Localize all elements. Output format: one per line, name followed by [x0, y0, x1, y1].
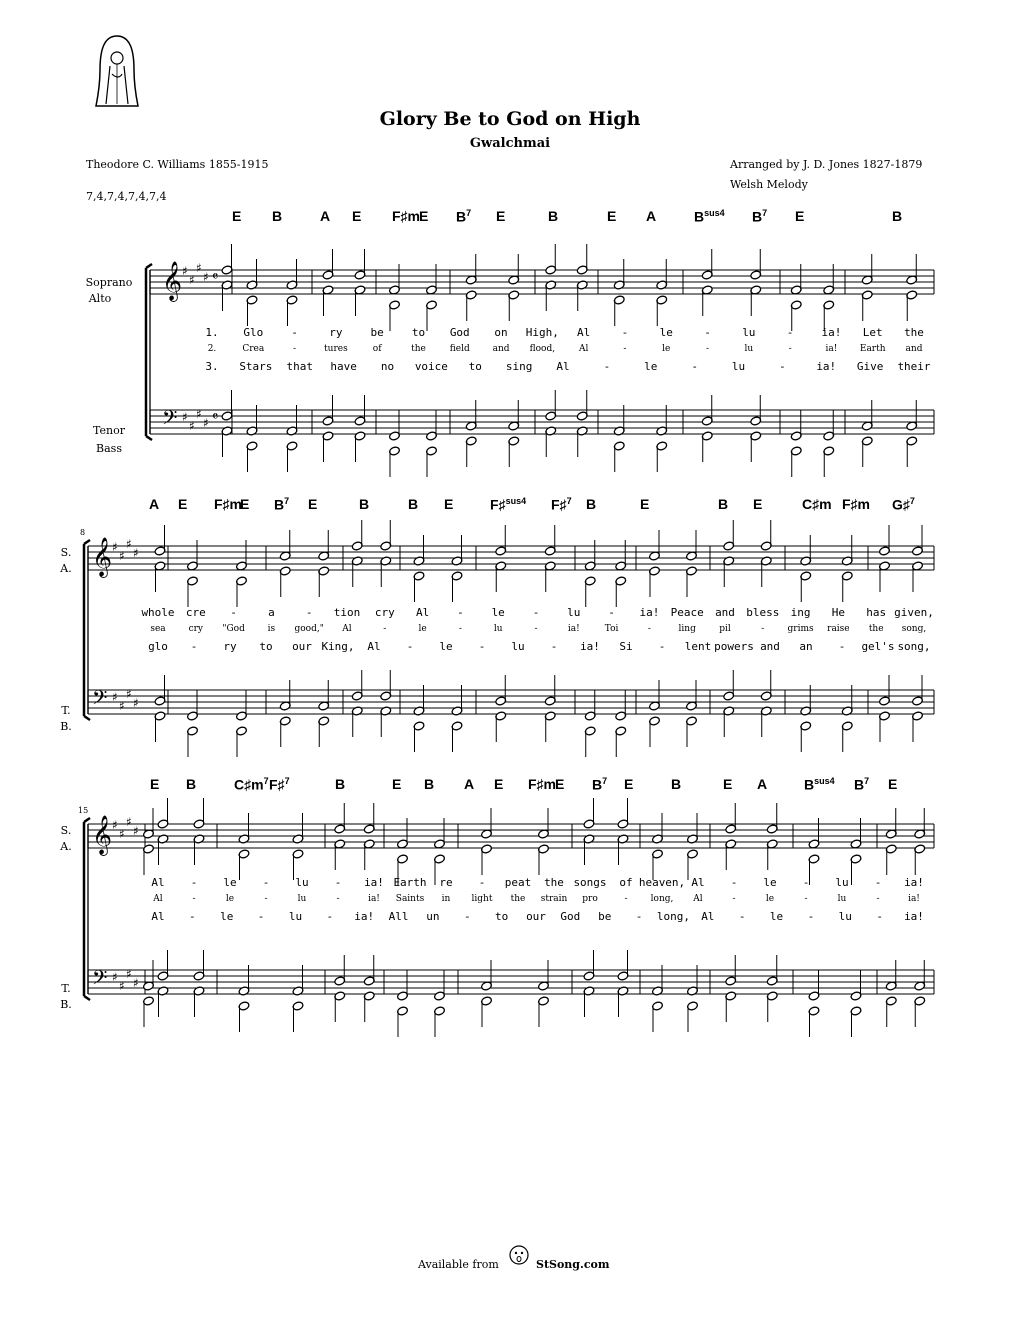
- lyric-syllable: -: [257, 910, 265, 923]
- lyric-syllable: ia!: [904, 876, 924, 889]
- b-label-3: B.: [60, 998, 72, 1011]
- lyric-syllable: heaven,: [638, 876, 686, 889]
- lyric-syllable: pil: [719, 624, 731, 634]
- lyric-syllable: Al: [577, 326, 591, 339]
- sharp-icon: ♯: [182, 410, 188, 424]
- lyric-syllable: no: [380, 360, 395, 373]
- chord-symbol: B: [671, 776, 682, 792]
- lyric-syllable: -: [334, 876, 342, 889]
- lyric-syllable: le: [769, 910, 784, 923]
- chord-symbol: B: [408, 496, 419, 512]
- chord-symbol: A: [149, 496, 160, 512]
- lyric-syllable: ia!: [816, 360, 837, 373]
- lyric-syllable: Al: [367, 640, 381, 653]
- lyric-syllable: lent: [684, 640, 712, 653]
- lyric-syllable: -: [463, 910, 471, 923]
- lyric-syllable: ia!: [368, 894, 380, 904]
- lyric-syllable: -: [874, 876, 882, 889]
- sharp-icon: ♯: [182, 264, 188, 278]
- sharp-icon: ♯: [112, 540, 118, 554]
- lyric-syllable: ia!: [821, 326, 842, 339]
- chord-symbol: E: [392, 776, 402, 792]
- lyric-syllable: Earth: [393, 876, 427, 889]
- lyric-syllable: le: [439, 640, 453, 653]
- chord-symbol: A: [646, 208, 657, 224]
- melody: Welsh Melody: [730, 178, 808, 191]
- lyric-syllable: Al: [578, 344, 589, 354]
- chord-symbol: B: [586, 496, 597, 512]
- lyric-syllable: le: [225, 894, 235, 904]
- lyric-syllable: lu: [295, 876, 309, 889]
- lyric-syllable: -: [326, 910, 334, 923]
- lyric-syllable: -: [383, 624, 387, 634]
- tune-name: Gwalchmai: [469, 136, 551, 151]
- sharp-icon: ♯: [189, 419, 195, 433]
- lyric-syllable: ia!: [904, 910, 924, 923]
- lyric-syllable: "God: [222, 624, 245, 634]
- chord-symbol: A: [320, 208, 331, 224]
- lyric-syllable: of: [619, 876, 633, 889]
- chord-symbol: $B^7$: [854, 776, 870, 793]
- system-bracket: [84, 540, 90, 720]
- lyric-syllable: -: [788, 344, 792, 354]
- lyric-syllable: 2.: [207, 344, 217, 354]
- lyric-syllable: Crea: [242, 344, 265, 354]
- treble-clef-icon: 𝄞: [162, 261, 183, 301]
- lyric-syllable: -: [732, 894, 736, 904]
- lyric-syllable: our: [292, 640, 312, 653]
- lyric-syllable: ia!: [364, 876, 384, 889]
- lyric-syllable: All: [388, 910, 409, 923]
- sharp-icon: ♯: [203, 270, 209, 284]
- lyric-syllable: -: [190, 640, 198, 653]
- lyric-syllable: Al: [556, 360, 570, 373]
- lyric-syllable: -: [876, 894, 880, 904]
- lyric-syllable: -: [623, 344, 627, 354]
- lyric-syllable: the: [544, 876, 564, 889]
- lyric-syllable: -: [876, 910, 883, 923]
- lyric-syllable: long,: [650, 894, 674, 904]
- lyric-syllable: -: [705, 344, 710, 354]
- chord-symbol: E: [607, 208, 617, 224]
- lyric-syllable: -: [293, 344, 297, 354]
- lyric-syllable: -: [704, 326, 711, 339]
- stsong-logo-icon: [508, 1244, 530, 1268]
- chord-symbol: $B^7$: [456, 208, 472, 225]
- lyric-syllable: -: [730, 876, 738, 889]
- lyric-syllable: -: [189, 910, 196, 923]
- lyric-syllable: le: [418, 624, 427, 634]
- chord-symbol: B: [335, 776, 346, 792]
- lyric-syllable: Al: [691, 876, 705, 889]
- sharp-icon: ♯: [203, 416, 209, 430]
- chord-symbol: F♯$^7$: [269, 776, 290, 793]
- lyric-syllable: -: [807, 910, 815, 923]
- common-time-icon: 𝄴: [212, 409, 219, 425]
- lyric-syllable: 3.: [205, 360, 219, 373]
- lyric-syllable: glo: [148, 640, 168, 653]
- lyric-syllable: their: [897, 360, 931, 373]
- treble-clef-icon: 𝄞: [92, 537, 113, 577]
- lyric-syllable: long,: [656, 910, 691, 923]
- lyric-syllable: Al: [342, 624, 352, 634]
- lyric-syllable: Earth: [859, 344, 886, 354]
- chord-symbol: G♯$^7$: [892, 496, 915, 513]
- footer-available: Available from: [418, 1258, 499, 1271]
- lyric-syllable: is: [267, 624, 276, 634]
- lyric-syllable: -: [192, 894, 196, 904]
- lyric-syllable: God: [449, 326, 470, 339]
- lyric-syllable: ia!: [908, 894, 920, 904]
- lyric-syllable: Si: [619, 640, 633, 653]
- bass-clef-icon: 𝄢: [92, 966, 108, 994]
- lyric-syllable: pro: [582, 894, 598, 904]
- lyric-syllable: -: [336, 894, 340, 904]
- lyric-syllable: ia!: [639, 606, 660, 619]
- treble-clef-icon: 𝄞: [92, 815, 113, 855]
- lyric-syllable: -: [190, 876, 198, 889]
- lyric-syllable: has: [866, 606, 887, 619]
- lyric-syllable: Let: [862, 326, 883, 339]
- a-label-3: A.: [60, 840, 72, 853]
- lyric-syllable: cry: [188, 624, 204, 634]
- lyric-syllable: Al: [153, 894, 163, 904]
- t-label-3: T.: [61, 982, 71, 995]
- lyric-syllable: -: [786, 326, 794, 339]
- lyric-syllable: Al: [693, 894, 703, 904]
- lyric-syllable: and: [715, 606, 735, 619]
- sharp-icon: ♯: [119, 699, 125, 713]
- lyric-syllable: in: [441, 894, 451, 904]
- lyric-syllable: Al: [151, 876, 165, 889]
- lyric-syllable: -: [550, 640, 558, 653]
- sharp-icon: ♯: [126, 537, 132, 551]
- lyric-syllable: -: [761, 624, 765, 634]
- lyric-syllable: le: [644, 360, 658, 373]
- lyric-syllable: Stars: [239, 360, 273, 373]
- lyric-syllable: le: [763, 876, 777, 889]
- sharp-icon: ♯: [112, 690, 118, 704]
- chord-symbol: $B^7$: [592, 776, 608, 793]
- arranger: Arranged by J. D. Jones 1827-1879: [730, 158, 923, 171]
- lyric-syllable: -: [457, 606, 464, 619]
- lyric-syllable: lu: [744, 344, 754, 354]
- lyric-syllable: re: [439, 876, 453, 889]
- lyric-syllable: voice: [414, 360, 448, 373]
- lyric-syllable: -: [230, 606, 237, 619]
- chord-symbol: E: [444, 496, 454, 512]
- lyric-syllable: ry: [223, 640, 237, 653]
- lyric-syllable: bless: [746, 606, 780, 619]
- lyric-syllable: -: [305, 606, 313, 619]
- lyric-syllable: song,: [901, 624, 927, 634]
- lyric-syllable: God: [560, 910, 581, 923]
- lyric-syllable: have: [330, 360, 357, 373]
- lyric-syllable: lu: [838, 910, 852, 923]
- chord-symbol: F♯m: [528, 776, 556, 792]
- lyric-syllable: -: [478, 640, 486, 653]
- lyric-syllable: -: [262, 876, 270, 889]
- lyric-syllable: powers: [714, 640, 754, 653]
- lyric-syllable: le: [491, 606, 505, 619]
- lyric-syllable: lu: [731, 360, 746, 373]
- measure-number-15: 15: [78, 806, 89, 815]
- meter: 7,4,7,4,7,4,7,4: [86, 190, 167, 203]
- sharp-icon: ♯: [119, 549, 125, 563]
- lyric-syllable: our: [526, 910, 546, 923]
- lyric-syllable: songs: [573, 876, 607, 889]
- lyric-syllable: ing: [790, 606, 811, 619]
- lyric-syllable: -: [647, 624, 651, 634]
- s-label-3: S.: [60, 824, 72, 837]
- chord-symbol: B: [424, 776, 435, 792]
- lyric-syllable: to: [495, 910, 509, 923]
- lyric-syllable: -: [532, 606, 540, 619]
- chord-symbol: E: [419, 208, 429, 224]
- chord-symbol: E: [624, 776, 634, 792]
- lyric-syllable: ry: [329, 326, 343, 339]
- author: Theodore C. Williams 1855-1915: [86, 158, 269, 171]
- chord-symbol: E: [352, 208, 362, 224]
- common-time-icon: 𝄴: [212, 269, 219, 285]
- chord-symbol: B: [186, 776, 197, 792]
- chord-symbol: F♯$^{sus4}$: [490, 496, 527, 513]
- lyric-syllable: le: [765, 894, 775, 904]
- lyric-syllable: Al: [151, 910, 165, 923]
- sharp-icon: ♯: [119, 979, 125, 993]
- lyric-syllable: to: [259, 640, 273, 653]
- bass-clef-icon: 𝄢: [92, 686, 108, 714]
- sharp-icon: ♯: [133, 976, 139, 990]
- lyric-syllable: light: [471, 894, 493, 904]
- chord-symbol: E: [723, 776, 733, 792]
- lyric-syllable: -: [838, 640, 846, 653]
- footer-site-link[interactable]: StSong.com: [536, 1258, 610, 1271]
- chord-symbol: B: [272, 208, 283, 224]
- lyric-syllable: an: [799, 640, 813, 653]
- lyric-syllable: Give: [856, 360, 884, 373]
- lyric-syllable: field: [449, 344, 470, 354]
- sharp-icon: ♯: [133, 824, 139, 838]
- lyric-syllable: -: [458, 624, 462, 634]
- sharp-icon: ♯: [119, 827, 125, 841]
- chord-symbol: E: [795, 208, 805, 224]
- chord-symbol: $B^{sus4}$: [804, 776, 835, 793]
- lyric-syllable: -: [291, 326, 298, 339]
- lyric-syllable: lu: [288, 910, 303, 923]
- chord-symbol: $C♯m^7$: [234, 776, 269, 793]
- lyric-syllable: a: [268, 606, 275, 619]
- lyric-syllable: and: [492, 344, 510, 354]
- lyric-syllable: -: [802, 876, 810, 889]
- lyric-syllable: Al: [701, 910, 715, 923]
- chord-symbol: B: [548, 208, 559, 224]
- lyric-syllable: strain: [540, 894, 568, 904]
- lyric-syllable: lu: [742, 326, 756, 339]
- a-label-2: A.: [60, 562, 72, 575]
- chord-symbol: F♯m: [842, 496, 870, 512]
- lyric-syllable: le: [662, 344, 671, 354]
- lyric-syllable: le: [220, 910, 234, 923]
- tenor-label: Tenor: [93, 424, 125, 437]
- bass-label: Bass: [96, 442, 122, 455]
- chord-symbol: C♯m: [802, 496, 832, 512]
- chord-symbol: $B^7$: [274, 496, 290, 513]
- lyric-syllable: -: [603, 360, 611, 373]
- lyric-syllable: He: [831, 606, 846, 619]
- lyric-syllable: flood,: [529, 344, 556, 354]
- chord-symbol: E: [240, 496, 250, 512]
- chord-symbol: F♯m: [214, 496, 242, 512]
- lyric-syllable: lu: [835, 876, 849, 889]
- lyric-syllable: ling: [678, 624, 696, 634]
- lyric-syllable: -: [635, 910, 643, 923]
- lyric-syllable: -: [608, 606, 615, 619]
- lyric-syllable: to: [411, 326, 426, 339]
- lyric-syllable: song,: [897, 640, 931, 653]
- chord-symbol: B: [359, 496, 370, 512]
- lyric-syllable: King,: [321, 640, 355, 653]
- lyric-syllable: Toi: [604, 624, 619, 634]
- lyric-syllable: -: [478, 876, 486, 889]
- lyric-syllable: -: [621, 326, 629, 339]
- lyric-syllable: ia!: [580, 640, 600, 653]
- bass-clef-icon: 𝄢: [162, 406, 178, 434]
- lyric-syllable: ia!: [354, 910, 375, 923]
- lyric-syllable: peat: [504, 876, 532, 889]
- lyric-syllable: tures: [324, 344, 348, 354]
- sharp-icon: ♯: [112, 970, 118, 984]
- lyric-syllable: the: [868, 624, 884, 634]
- s-label-2: S.: [60, 546, 72, 559]
- lyric-syllable: -: [658, 640, 666, 653]
- lyric-syllable: -: [624, 894, 628, 904]
- soprano-label: Soprano: [85, 276, 133, 289]
- chord-symbol: E: [753, 496, 763, 512]
- lyric-syllable: the: [510, 894, 526, 904]
- chord-symbol: $B^{sus4}$: [694, 208, 725, 225]
- lyric-syllable: lu: [511, 640, 525, 653]
- chord-symbol: E: [232, 208, 242, 224]
- lyric-syllable: Glo: [243, 326, 264, 339]
- chord-symbol: B: [718, 496, 729, 512]
- lyric-syllable: -: [534, 624, 538, 634]
- chord-symbol: E: [494, 776, 504, 792]
- lyric-syllable: good,": [294, 624, 324, 634]
- lyric-syllable: on: [494, 326, 508, 339]
- lyric-syllable: Al: [415, 606, 430, 619]
- sharp-icon: ♯: [196, 407, 202, 421]
- lyric-syllable: -: [804, 894, 808, 904]
- lyric-syllable: raise: [827, 624, 850, 634]
- chord-symbol: E: [640, 496, 650, 512]
- sharp-icon: ♯: [133, 546, 139, 560]
- system-bracket: [146, 264, 152, 440]
- chord-symbol: F♯m: [392, 208, 420, 224]
- lyric-syllable: -: [779, 360, 786, 373]
- lyric-syllable: and: [905, 344, 923, 354]
- sharp-icon: ♯: [126, 967, 132, 981]
- hymn-title: Glory Be to God on High: [379, 108, 641, 130]
- lyric-syllable: -: [738, 910, 746, 923]
- lyric-syllable: ia!: [825, 344, 838, 354]
- lyric-syllable: sing: [505, 360, 533, 373]
- chord-symbol: E: [150, 776, 160, 792]
- chord-symbol: E: [308, 496, 318, 512]
- b-label-2: B.: [60, 720, 72, 733]
- lyric-syllable: sea: [150, 624, 166, 634]
- lyric-syllable: the: [411, 344, 426, 354]
- lyric-syllable: and: [760, 640, 780, 653]
- lyric-syllable: High,: [525, 326, 559, 339]
- lyric-syllable: given,: [894, 606, 934, 619]
- lyric-syllable: un: [426, 910, 440, 923]
- lyric-syllable: lu: [493, 624, 503, 634]
- lyric-syllable: tion: [333, 606, 361, 619]
- chord-symbol: B: [892, 208, 903, 224]
- sharp-icon: ♯: [196, 261, 202, 275]
- sharp-icon: ♯: [189, 273, 195, 287]
- system-bracket: [84, 818, 90, 1000]
- lyric-syllable: lu: [837, 894, 847, 904]
- sharp-icon: ♯: [126, 815, 132, 829]
- chord-symbol: $B^7$: [752, 208, 768, 225]
- sharp-icon: ♯: [112, 818, 118, 832]
- alto-label: Alto: [88, 292, 112, 305]
- chord-symbol: A: [464, 776, 475, 792]
- lyric-syllable: grims: [787, 624, 814, 634]
- lyric-syllable: to: [468, 360, 482, 373]
- lyric-syllable: ia!: [567, 624, 580, 634]
- lyric-syllable: -: [264, 894, 268, 904]
- lyric-syllable: be: [370, 326, 384, 339]
- lyric-syllable: the: [904, 326, 924, 339]
- lyric-syllable: lu: [297, 894, 307, 904]
- lyric-syllable: Saints: [395, 894, 425, 904]
- lyric-syllable: -: [691, 360, 698, 373]
- lyric-syllable: 1.: [205, 326, 219, 339]
- lyric-syllable: of: [372, 344, 382, 354]
- lyric-syllable: Peace: [670, 606, 704, 619]
- lyric-syllable: cry: [374, 606, 395, 619]
- lyric-syllable: le: [223, 876, 237, 889]
- t-label-2: T.: [61, 704, 71, 717]
- chord-symbol: F♯$^7$: [551, 496, 572, 513]
- lyric-syllable: -: [406, 640, 414, 653]
- lyric-syllable: gel's: [861, 640, 895, 653]
- chord-symbol: E: [555, 776, 565, 792]
- chord-symbol: A: [757, 776, 768, 792]
- measure-number-8: 8: [80, 528, 86, 537]
- lyric-syllable: lu: [567, 606, 581, 619]
- lyric-syllable: that: [286, 360, 313, 373]
- lyric-syllable: le: [659, 326, 673, 339]
- chord-symbol: E: [888, 776, 898, 792]
- lyric-syllable: cre: [185, 606, 206, 619]
- chord-symbol: E: [496, 208, 506, 224]
- chord-symbol: E: [178, 496, 188, 512]
- sharp-icon: ♯: [126, 687, 132, 701]
- lyric-syllable: be: [598, 910, 612, 923]
- sharp-icon: ♯: [133, 696, 139, 710]
- lyric-syllable: whole: [141, 606, 175, 619]
